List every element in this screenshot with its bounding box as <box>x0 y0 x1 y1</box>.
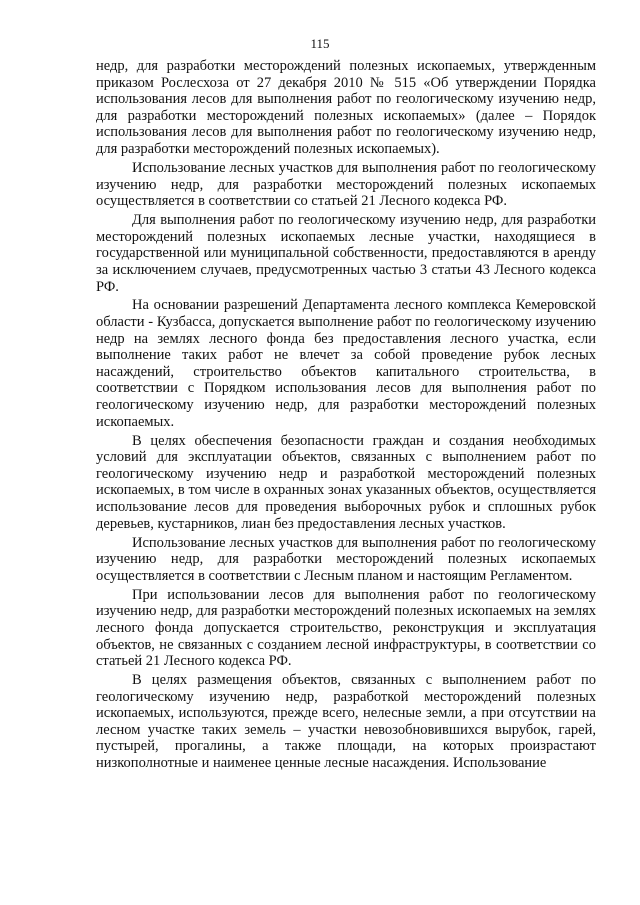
paragraph: Для выполнения работ по геологическому изучению недр, для разработки месторождений полезных ископаемых лесные участки, находящиеся в государственной или муниципальной собственности, предоставляются в аренду за исключением случаев, предусмотренных частью 3 статьи 43 Лесного кодекса РФ. <box>96 212 596 295</box>
paragraph: недр, для разработки месторождений полезных ископаемых, утвержденным приказом Рослесхоза от 27 декабря 2010 № 515 «Об утверждении Порядка использования лесов для выполнения работ по геологическому изучению недр, для разработки месторождений полезных ископаемых» (далее – Порядок использования лесов для выполнения работ по геологическому изучению недр, для разработки месторождений полезных ископаемых). <box>96 58 596 157</box>
paragraph: При использовании лесов для выполнения работ по геологическому изучению недр, для разработки месторождений полезных ископаемых на землях лесного фонда допускается строительство, реконструкция и эксплуатация объектов, не связанных с созданием лесной инфраструктуры, в соответствии со статьей 21 Лесного кодекса РФ. <box>96 586 596 670</box>
paragraph: В целях размещения объектов, связанных с выполнением работ по геологическому изучению недр, разработкой месторождений полезных ископаемых, используются, прежде всего, нелесные земли, а при отсутствии на лесном участке таких земель – участки невозобновившихся вырубок, гарей, пустырей, прогалины, а также площади, на которых произрастают низкополнотные и наименее ценные лесные насаждения. Использование <box>96 672 596 772</box>
paragraph: На основании разрешений Департамента лесного комплекса Кемеровской области - Кузбасса, допускается выполнение работ по геологическому изучению недр на землях лесного фонда без предоставления лесного участка, если выполнение таких работ не влечет за собой проведение рубок лесных насаждений, строительство объектов капитального строительства, в соответствии с Порядком использования лесов для выполнения работ по геологическому изучению недр, для разработки месторождений полезных ископаемых. <box>96 297 596 430</box>
body-text <box>96 58 596 774</box>
page-number: 115 <box>310 36 330 51</box>
paragraph: Использование лесных участков для выполнения работ по геологическому изучению недр, для разработки месторождений полезных ископаемых осуществляется в соответствии со статьей 21 Лесного кодекса РФ. <box>96 159 596 210</box>
paragraph: Использование лесных участков для выполнения работ по геологическому изучению недр, для разработки месторождений полезных ископаемых осуществляется в соответствии с Лесным планом и настоящим Регламентом. <box>96 534 596 584</box>
paragraph: В целях обеспечения безопасности граждан и создания необходимых условий для эксплуатации объектов, связанных с выполнением работ по геологическому изучению недр и разработкой месторождений полезных ископаемых, в том числе в охранных зонах указанных объектов, осуществляется использование лесов для проведения выборочных рубок и сплошных рубок деревьев, кустарников, лиан без предоставления лесных участков. <box>96 432 596 532</box>
